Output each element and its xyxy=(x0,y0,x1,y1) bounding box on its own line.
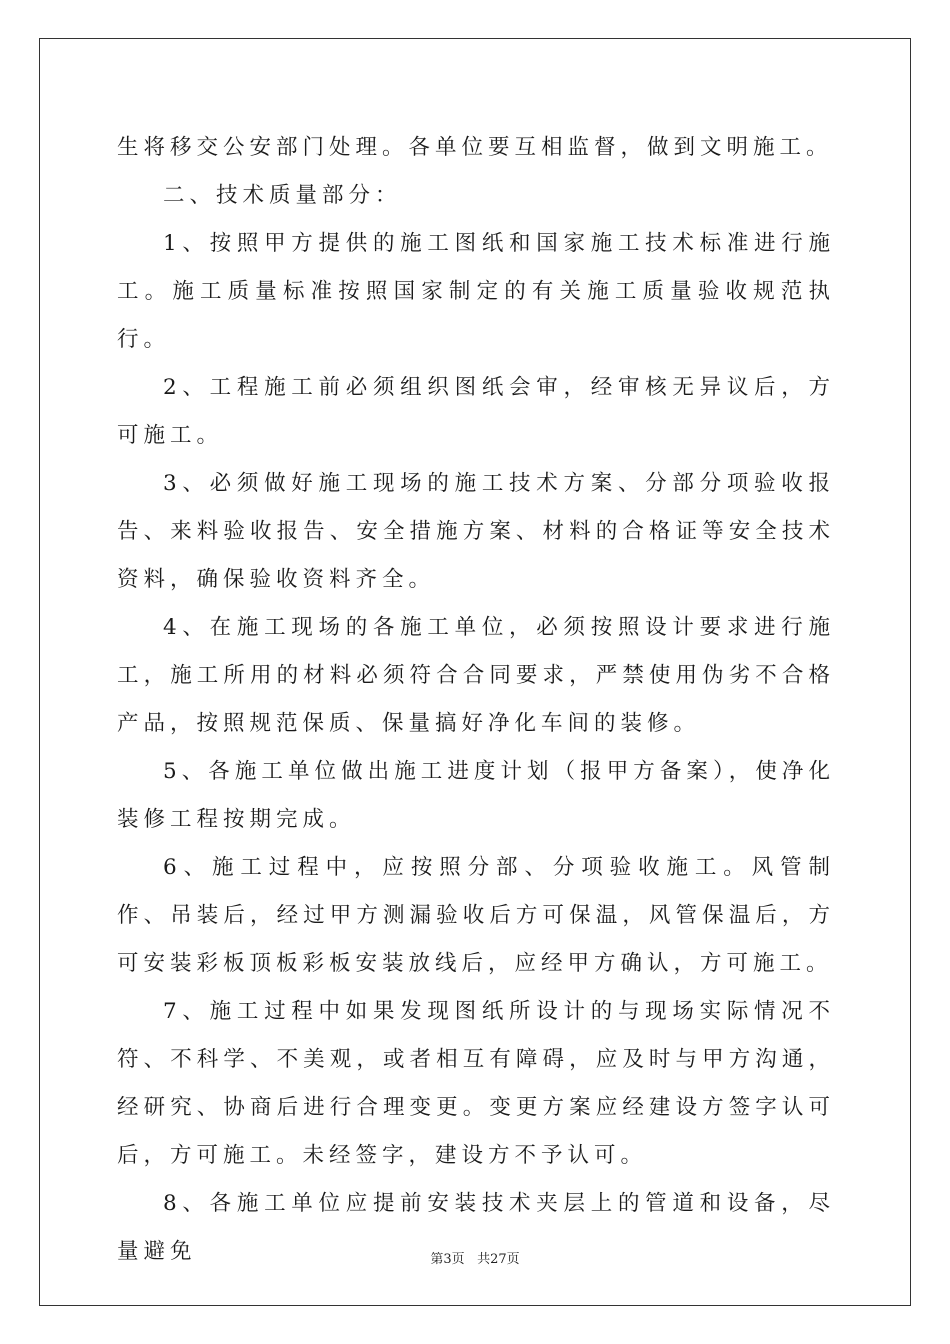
paragraph-item-3: 3、必须做好施工现场的施工技术方案、分部分项验收报告、来料验收报告、安全措施方案、材料的合格证等安全技术资料，确保验收资料齐全。 xyxy=(117,471,835,592)
paragraph-item-7: 7、施工过程中如果发现图纸所设计的与现场实际情况不符、不科学、不美观，或者相互有障碍，应及时与甲方沟通，经研究、协商后进行合理变更。变更方案应经建设方签字认可后，方可施工。未经签字，建设方不予认可。 xyxy=(117,999,835,1168)
paragraph-1: 生将移交公安部门处理。各单位要互相监督，做到文明施工。 xyxy=(117,135,833,160)
page-number: 第3页 xyxy=(430,1252,465,1267)
page-total: 共27页 xyxy=(477,1252,520,1267)
paragraph-item-8: 8、各施工单位应提前安装技术夹层上的管道和设备，尽量避免 xyxy=(117,1191,835,1264)
paragraph-item-4: 4、在施工现场的各施工单位，必须按照设计要求进行施工，施工所用的材料必须符合合同要求，严禁使用伪劣不合格产品，按照规范保质、保量搞好净化车间的装修。 xyxy=(117,615,835,736)
paragraph-item-1: 1、按照甲方提供的施工图纸和国家施工技术标准进行施工。施工质量标准按照国家制定的有关施工质量验收规范执行。 xyxy=(117,231,835,352)
page-footer xyxy=(0,1248,950,1267)
document-body xyxy=(117,124,835,1276)
paragraph-item-6: 6、施工过程中，应按照分部、分项验收施工。风管制作、吊装后，经过甲方测漏验收后方可保温，风管保温后，方可安装彩板顶板彩板安装放线后，应经甲方确认，方可施工。 xyxy=(117,855,835,976)
paragraph-item-2: 2、工程施工前必须组织图纸会审，经审核无异议后，方可施工。 xyxy=(117,375,835,448)
paragraph-item-5: 5、各施工单位做出施工进度计划（报甲方备案），使净化装修工程按期完成。 xyxy=(117,759,835,832)
section-heading-technical-quality: 二、技术质量部分： xyxy=(163,183,402,208)
